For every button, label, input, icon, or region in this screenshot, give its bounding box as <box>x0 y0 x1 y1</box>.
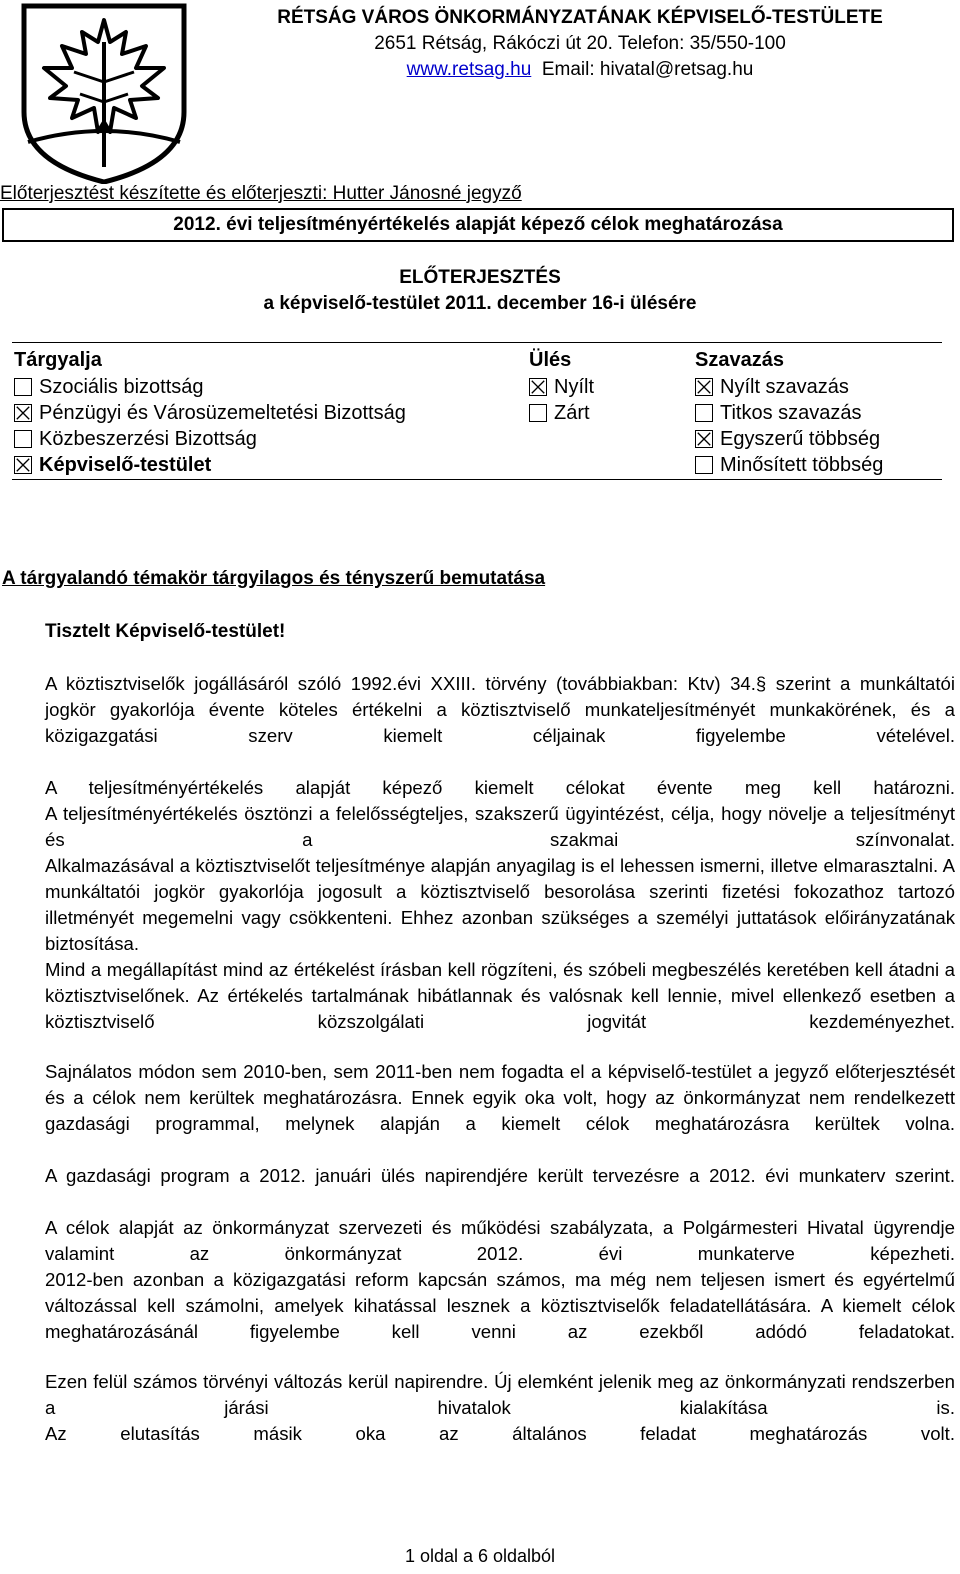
paragraph: A gazdasági program a 2012. januári ülés napirendjére került tervezésre a 2012. évi munkaterv szerint. <box>45 1165 955 1186</box>
paragraph: A célok alapját az önkormányzat szervezeti és működési szabályzata, a Polgármesteri Hivatal ügyrendje valamint az önkormányzat 2012. évi munkaterve képezheti. <box>45 1217 955 1264</box>
checkbox-checked[interactable] <box>695 378 713 396</box>
paragraph: Ezen felül számos törvényi változás kerül napirendre. Új elemként jelenik meg az önkormányzati rendszerben a járási hivatalok kialakítása is. <box>45 1371 955 1418</box>
paragraph: Alkalmazásával a köztisztviselőt teljesítménye alapján anyagilag is el lehessen ismerni, illetve elmarasztalni. A munkáltatói jogkör gyakorlója jogosult a köztisztviselő besorolása szerinti fizetési fokozathoz tartozó illetményét megemelni vagy csökkenteni. Ehhez azonban szükséges a személyi juttatások előirányzatának biztosítása. <box>45 855 955 954</box>
session-for: a képviselő-testület 2011. december 16-i ülésére <box>263 293 697 314</box>
paragraph: A teljesítményértékelés ösztönzi a felelősségteljes, szakszerű ügyintézést, célja, hogy növelje a teljesítményt és a szakmai színvonalat. <box>45 803 955 850</box>
paragraph: Az elutasítás másik oka az általános feladat meghatározás volt. <box>45 1423 955 1444</box>
section-heading: A tárgyalandó témakör tárgyilagos és tényszerű bemutatása <box>2 568 546 589</box>
paragraph: A köztisztviselők jogállásáról szóló 1992.évi XXIII. törvény (továbbiakban: Ktv) 34.§ szerint a munkáltatói jogkör gyakorlója évente köteles értékelni a köztisztviselő munkateljesítményét munkakörének, és a közigazgatási szerv kiemelt céljainak figyelembe vételével. <box>45 673 955 746</box>
email-label: Email: hivatal@retsag.hu <box>541 59 754 80</box>
contact-line <box>200 58 960 82</box>
org-address: 2651 Rétság, Rákóczi út 20. Telefon: 35/550-100 <box>374 33 786 54</box>
org-name: RÉTSÁG VÁROS ÖNKORMÁNYZATÁNAK KÉPVISELŐ-TESTÜLETE <box>277 7 883 28</box>
option-col1-2 <box>14 427 257 451</box>
option-col3-0 <box>695 375 849 399</box>
option-label: Pénzügyi és Városüzemeltetési Bizottság <box>39 402 406 424</box>
options-table <box>12 342 942 480</box>
option-label: Közbeszerzési Bizottság <box>39 428 257 450</box>
prepared-by: Előterjesztést készítette és előterjeszti: Hutter Jánosné jegyző <box>0 183 522 204</box>
option-col3-1 <box>695 401 862 425</box>
leaf-crest-icon <box>18 2 190 184</box>
option-col1-0 <box>14 375 204 399</box>
option-col3-3 <box>695 453 883 477</box>
checkbox-checked[interactable] <box>14 404 32 422</box>
option-label: Képviselő-testület <box>39 454 212 476</box>
option-col1-3 <box>14 453 211 477</box>
checkbox-checked[interactable] <box>14 456 32 474</box>
option-label: Egyszerű többség <box>720 428 881 450</box>
subject-title: 2012. évi teljesítményértékelés alapját képező célok meghatározása <box>2 208 954 242</box>
col-header-targyalja: Tárgyalja <box>14 349 102 371</box>
option-label: Nyílt <box>554 376 594 398</box>
paragraph: Sajnálatos módon sem 2010-ben, sem 2011-ben nem fogadta el a képviselő-testület a jegyző előterjesztését és a célok nem kerültek meghatározásra. Ennek egyik oka volt, hogy az önkormányzat nem rendelkezett gazdasági programmal, melynek alapján a kiemelt célok meghatározásra kerültek volna. <box>45 1061 955 1134</box>
option-label: Nyílt szavazás <box>720 376 849 398</box>
page-footer: 1 oldal a 6 oldalból <box>404 1546 556 1566</box>
option-col1-1 <box>14 401 406 425</box>
option-label: Titkos szavazás <box>720 402 862 424</box>
option-label: Zárt <box>554 402 590 424</box>
col-header-ules: Ülés <box>529 349 572 371</box>
checkbox-unchecked[interactable] <box>529 404 547 422</box>
option-col2-1 <box>529 401 590 425</box>
salutation: Tisztelt Képviselő-testület! <box>45 621 286 642</box>
checkbox-checked[interactable] <box>695 430 713 448</box>
checkbox-unchecked[interactable] <box>695 404 713 422</box>
checkbox-unchecked[interactable] <box>695 456 713 474</box>
checkbox-checked[interactable] <box>529 378 547 396</box>
option-col3-2 <box>695 427 880 451</box>
option-col2-0 <box>529 375 594 399</box>
checkbox-unchecked[interactable] <box>14 430 32 448</box>
website-link[interactable]: www.retsag.hu <box>406 59 532 80</box>
doc-type: ELŐTERJESZTÉS <box>399 267 561 288</box>
paragraph: Mind a megállapítást mind az értékelést írásban kell rögzíteni, és szóbeli megbeszélés keretében kell átadni a köztisztviselőnek. Az értékelés tartalmának hibátlannak és valósnak kell lennie, mivel ellenkező esetben a köztisztviselő közszolgálati jogvitát kezdeményezhet. <box>45 959 955 1032</box>
option-label: Minősített többség <box>720 454 884 476</box>
col-header-szavazas: Szavazás <box>695 349 784 371</box>
paragraph: A teljesítményértékelés alapját képező kiemelt célokat évente meg kell határozni. <box>45 777 955 798</box>
checkbox-unchecked[interactable] <box>14 378 32 396</box>
option-label: Szociális bizottság <box>39 376 204 398</box>
paragraph: 2012-ben azonban a közigazgatási reform kapcsán számos, ma még nem teljesen ismert és egyértelmű változással kell számolni, amelyek kihatással lesznek a köztisztviselők feladatellátására. A kiemelt célok meghatározásánál figyelembe kell venni az ezekből adódó feladatokat. <box>45 1269 955 1342</box>
